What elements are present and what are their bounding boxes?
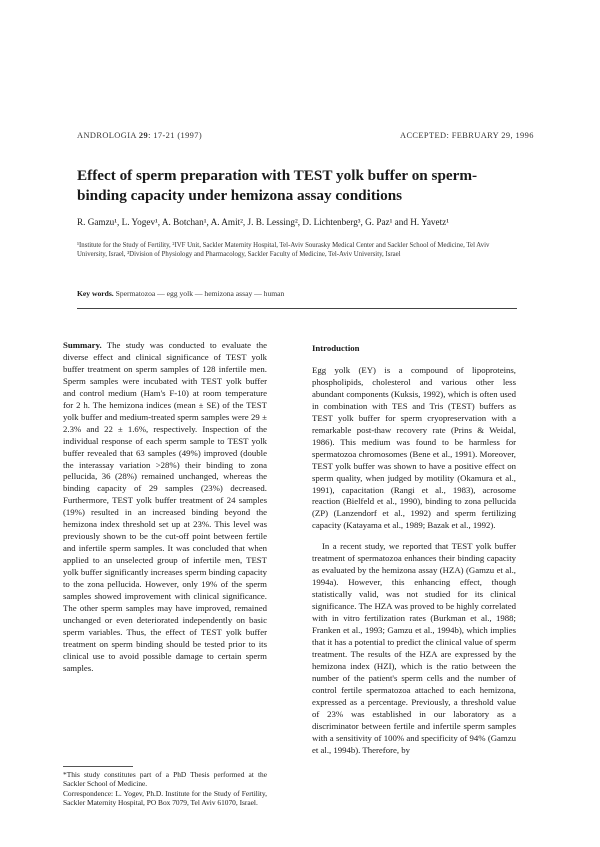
summary-text: The study was conducted to evaluate the diverse effect and clinical significance of TEST yolk buffer treatment on sperm samples of 128 infertile men. Sperm samples were incubated with TEST yolk buffer and control medium (Ham's F-10) at room temperature for 2 h. The hemizona indices (mean ± SE) of the TEST yolk buffer and medium-treated sperm samples were 29 ± 2.3% and 22 ± 1.6%, respectively. Inspection of the individual response of each sperm sample to TEST yolk buffer revealed that 63 samples (49%) improved (double the interassay variation >28%) their binding to zona pellucida, 36 (28%) remained unchanged, whereas the binding capacity of 29 samples (23%) decreased. Furthermore, TEST yolk buffer treatment of 24 samples (19%) resulted in an increased binding beyond the hemizona index threshold set up at 23%. This level was previously shown to be the cut-off point between fertile and infertile sperm samples. It was concluded that when applied to an unselected group of infertile men, TEST yolk buffer significantly increases sperm binding capacity to the zona pellucida. However, only 19% of the sperm samples showed improvement with clinical significance. The other sperm samples may have improved, remained unchanged or even deteriorated independently on basic sperm variables. Thus, the effect of TEST yolk buffer treatment on sperm binding should be tested prior to its clinical use to avoid possible damage to certain sperm samples. — [63, 340, 267, 673]
affiliations: ¹Institute for the Study of Fertility, ²IVF Unit, Sackler Maternity Hospital, Tel-Aviv Sourasky Medical Center and Sackler School of Medicine, Tel Aviv University, Israel, ³Division of Physiology and Pharmacology, Sackler Faculty of Medicine, Tel-Aviv University, Israel — [77, 242, 490, 258]
keywords-label: Key words. — [77, 289, 114, 298]
journal-volume: 29 — [138, 131, 149, 140]
introduction-paragraph-2: In a recent study, we reported that TEST yolk buffer treatment of spermatozoa enhances their binding capacity as evaluated by the hemizona assay (HZA) (Gamzu et al., 1994a). However, this enhancing effect, though statistically valid, was not studied for its clinical significance. The HZA was proved to be highly correlated with in vitro fertilization rates (Burkman et al., 1988; Franken et al., 1993; Gamzu et al., 1994b), which implies that it has a potential to predict the clinical value of sperm treatment. The results of the HZA are expressed by the hemizona index (HZI), which is the ratio between the number of the patient's sperm cells and the number of control fertile spermatozoa attached to each hemizona, expressed as a percentage. Previously, a threshold value of 23% was established in our laboratory as a discriminator between fertile and infertile sperm samples with a sensitivity of 100% and specificity of 94% (Gamzu et al., 1994b). Therefore, by — [312, 541, 516, 755]
accepted-date: ACCEPTED: FEBRUARY 29, 1996 — [400, 131, 534, 140]
journal-pages: : 17-21 (1997) — [148, 131, 203, 140]
article-title: Effect of sperm preparation with TEST yolk buffer on sperm-binding capacity under hemizona assay conditions — [77, 167, 478, 204]
footnote-correspondence: Correspondence: L. Yogev, Ph.D. Institute for the Study of Fertility, Sackler Maternity Hospital, PO Box 7079, Tel Aviv 61070, Israel. — [63, 788, 267, 807]
introduction-paragraph-1: Egg yolk (EY) is a compound of lipoproteins, phospholipids, cholesterol and various other less abundant components (Kuksis, 1992), which is often used in combination with TES and Tris (TEST) buffers as TEST yolk buffer for sperm cryopreservation with a remarkable post-thaw recovery rate (Prins & Weidal, 1986). This medium was found to be harmless for spermatozoa chromosomes (Bene et al., 1991). Moreover, TEST yolk buffer was shown to have a positive effect on sperm quality, when judged by motility (Okamura et al., 1991), capacitation (Rangi et al., 1983), acrosome reaction (Bielfeld et al., 1990), binding to zona pellucida (ZP) (Lanzendorf et al., 1992) and sperm fertilizing capacity (Katayama et al., 1989; Bazak et al., 1992). — [312, 365, 516, 531]
journal-header — [77, 131, 202, 140]
footnote-divider — [63, 766, 133, 767]
author-list: R. Gamzu¹, L. Yogev¹, A. Botchan¹, A. Amit², J. B. Lessing², D. Lichtenberg³, G. Paz¹ and H. Yavetz¹ — [77, 217, 449, 227]
footnote-thesis: *This study constitutes part of a PhD Thesis performed at the Sackler School of Medicine. — [63, 770, 267, 789]
summary-column — [63, 340, 267, 675]
summary-label: Summary. — [63, 340, 102, 350]
journal-name: ANDROLOGIA — [77, 131, 137, 140]
header-divider — [77, 308, 517, 309]
footnotes — [63, 770, 267, 807]
keywords-line — [77, 289, 517, 298]
introduction-heading: Introduction — [312, 343, 360, 353]
introduction-column — [312, 365, 516, 757]
keywords-text: Spermatozoa — egg yolk — hemizona assay — human — [115, 289, 285, 298]
